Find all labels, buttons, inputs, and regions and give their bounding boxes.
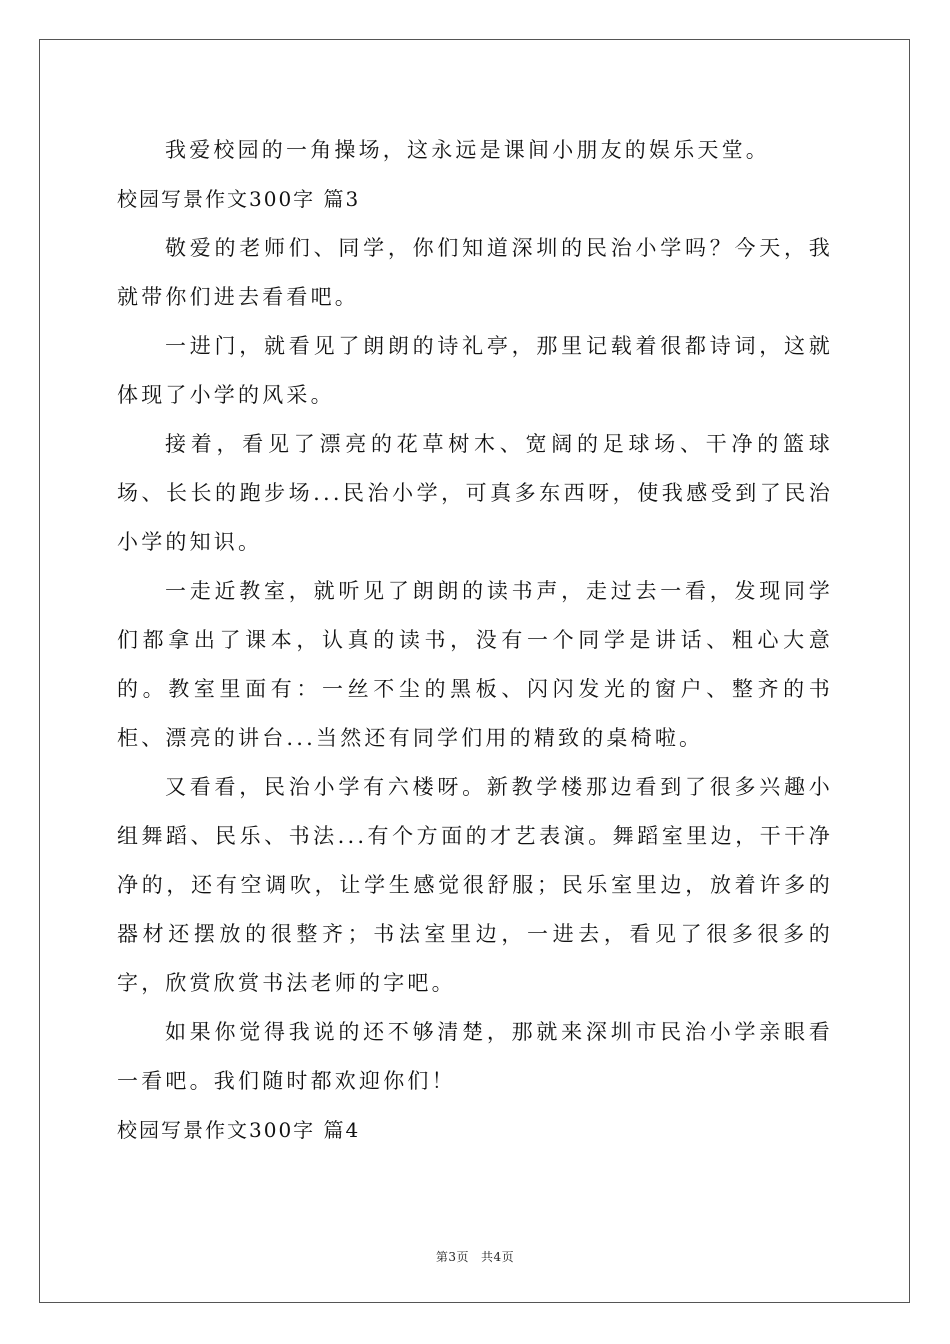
paragraph: 接着，看见了漂亮的花草树木、宽阔的足球场、干净的篮球场、长长的跑步场...民治小学，可真多东西呀，使我感受到了民治小学的知识。 <box>117 432 833 554</box>
section-heading: 校园写景作文300字 篇4 <box>117 1118 361 1142</box>
paragraph: 又看看，民治小学有六楼呀。新教学楼那边看到了很多兴趣小组舞蹈、民乐、书法...有个方面的才艺表演。舞蹈室里边，干干净净的，还有空调吹，让学生感觉很舒服；民乐室里边，放着许多的器材还摆放的很整齐；书法室里边，一进去，看见了很多很多的字，欣赏欣赏书法老师的字吧。 <box>117 775 833 995</box>
paragraph: 一走近教室，就听见了朗朗的读书声，走过去一看，发现同学们都拿出了课本，认真的读书，没有一个同学是讲话、粗心大意的。教室里面有：一丝不尘的黑板、闪闪发光的窗户、整齐的书柜、漂亮的讲台...当然还有同学们用的精致的桌椅啦。 <box>117 579 833 750</box>
page-footer <box>0 1248 950 1265</box>
document-body <box>117 126 833 1155</box>
section-heading: 校园写景作文300字 篇3 <box>117 187 361 211</box>
paragraph: 我爱校园的一角操场，这永远是课间小朋友的娱乐天堂。 <box>165 138 770 162</box>
paragraph: 一进门，就看见了朗朗的诗礼亭，那里记载着很都诗词，这就体现了小学的风采。 <box>117 334 833 407</box>
page-number-current: 第3页 <box>435 1250 469 1264</box>
paragraph: 敬爱的老师们、同学，你们知道深圳的民治小学吗？今天，我就带你们进去看看吧。 <box>117 236 833 309</box>
paragraph: 如果你觉得我说的还不够清楚，那就来深圳市民治小学亲眼看一看吧。我们随时都欢迎你们！ <box>117 1020 833 1093</box>
page-number-total: 共4页 <box>481 1250 515 1264</box>
